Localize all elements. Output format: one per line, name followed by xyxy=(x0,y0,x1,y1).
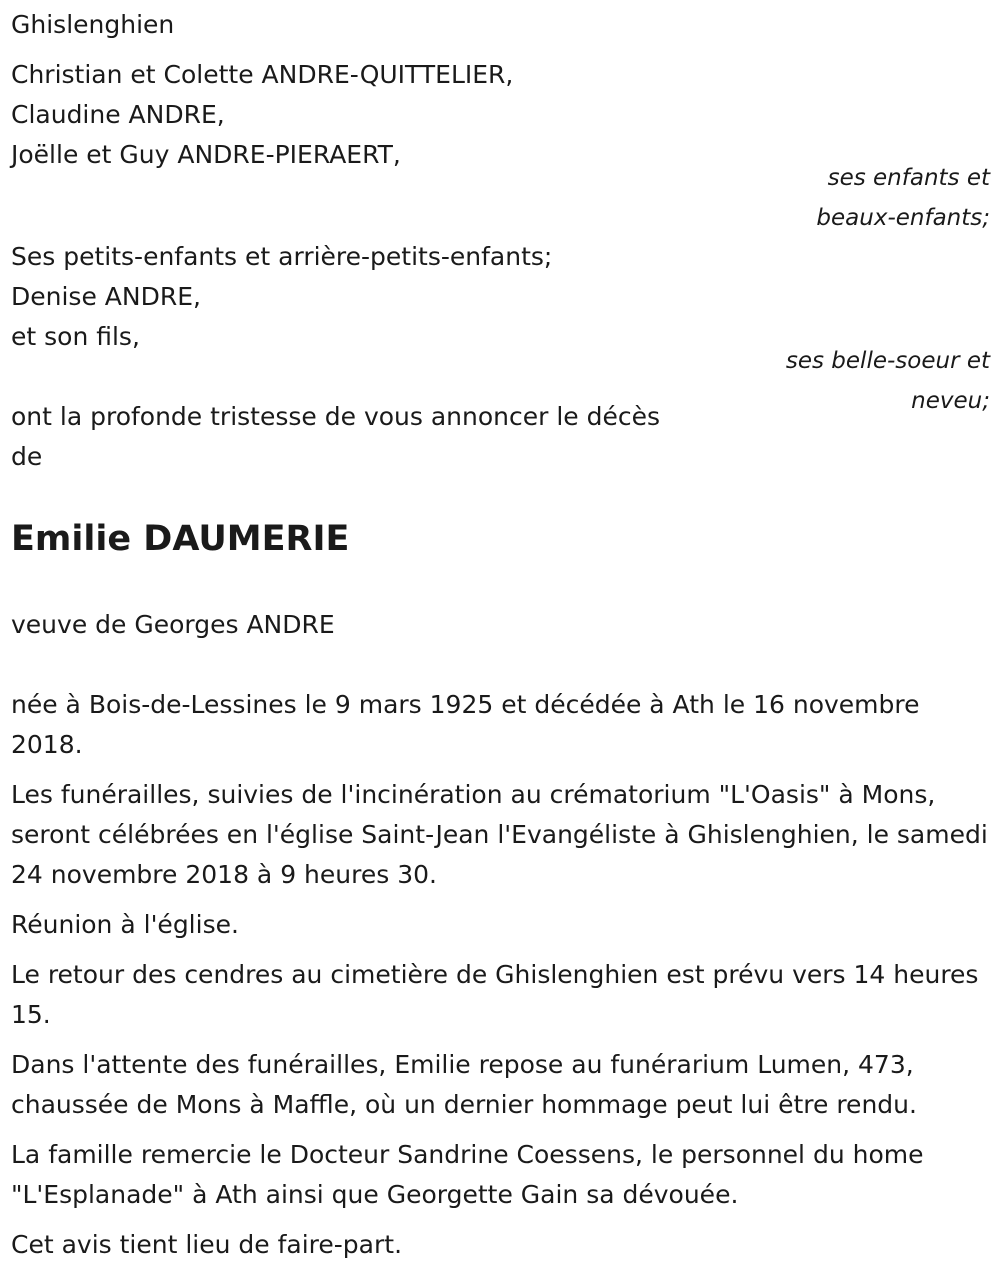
role-sister-line-2: neveu; xyxy=(911,388,990,414)
paragraph-thanks: La famille remercie le Docteur Sandrine Coessens, le personnel du home "L'Esplanade" à Ath ainsi que Georgette Gain sa dévouée. xyxy=(11,1140,924,1209)
family-line-1: Christian et Colette ANDRE-QUITTELIER, xyxy=(11,60,514,89)
role-children-line-1: ses enfants et xyxy=(827,165,990,191)
paragraph-notice: Cet avis tient lieu de faire-part. xyxy=(11,1230,403,1259)
paragraph-funeral: Les funérailles, suivies de l'incinération au crématorium "L'Oasis" à Mons, seront célébrées en l'église Saint-Jean l'Evangéliste à Ghislenghien, le samedi 24 novembre 2018 à 9 heures 30. xyxy=(11,780,988,889)
family2-line-3: et son fils, xyxy=(11,322,140,351)
family-line-2: Claudine ANDRE, xyxy=(11,100,225,129)
family-line-3: Joëlle et Guy ANDRE-PIERAERT, xyxy=(11,140,401,169)
role-sister-in-law xyxy=(786,341,990,421)
location-heading: Ghislenghien xyxy=(11,10,175,39)
paragraph-meeting: Réunion à l'église. xyxy=(11,910,239,939)
paragraph-funerarium: Dans l'attente des funérailles, Emilie repose au funérarium Lumen, 473, chaussée de Mons à Maffle, où un dernier hommage peut lui être rendu. xyxy=(11,1050,917,1119)
role-children xyxy=(816,158,990,238)
role-sister-line-1: ses belle-soeur et xyxy=(785,348,990,374)
deceased-name: Emilie DAUMERIE xyxy=(11,519,350,559)
spouse-line: veuve de Georges ANDRE xyxy=(11,610,335,639)
announcement-line-1: ont la profonde tristesse de vous annoncer le décès xyxy=(11,402,661,431)
paragraph-birth-death: née à Bois-de-Lessines le 9 mars 1925 et décédée à Ath le 16 novembre 2018. xyxy=(11,690,920,759)
role-children-line-2: beaux-enfants; xyxy=(816,205,990,231)
family2-line-2: Denise ANDRE, xyxy=(11,282,201,311)
family2-line-1: Ses petits-enfants et arrière-petits-enfants; xyxy=(11,242,553,271)
announcement-line-2: de xyxy=(11,442,43,471)
paragraph-ashes: Le retour des cendres au cimetière de Ghislenghien est prévu vers 14 heures 15. xyxy=(11,960,979,1029)
